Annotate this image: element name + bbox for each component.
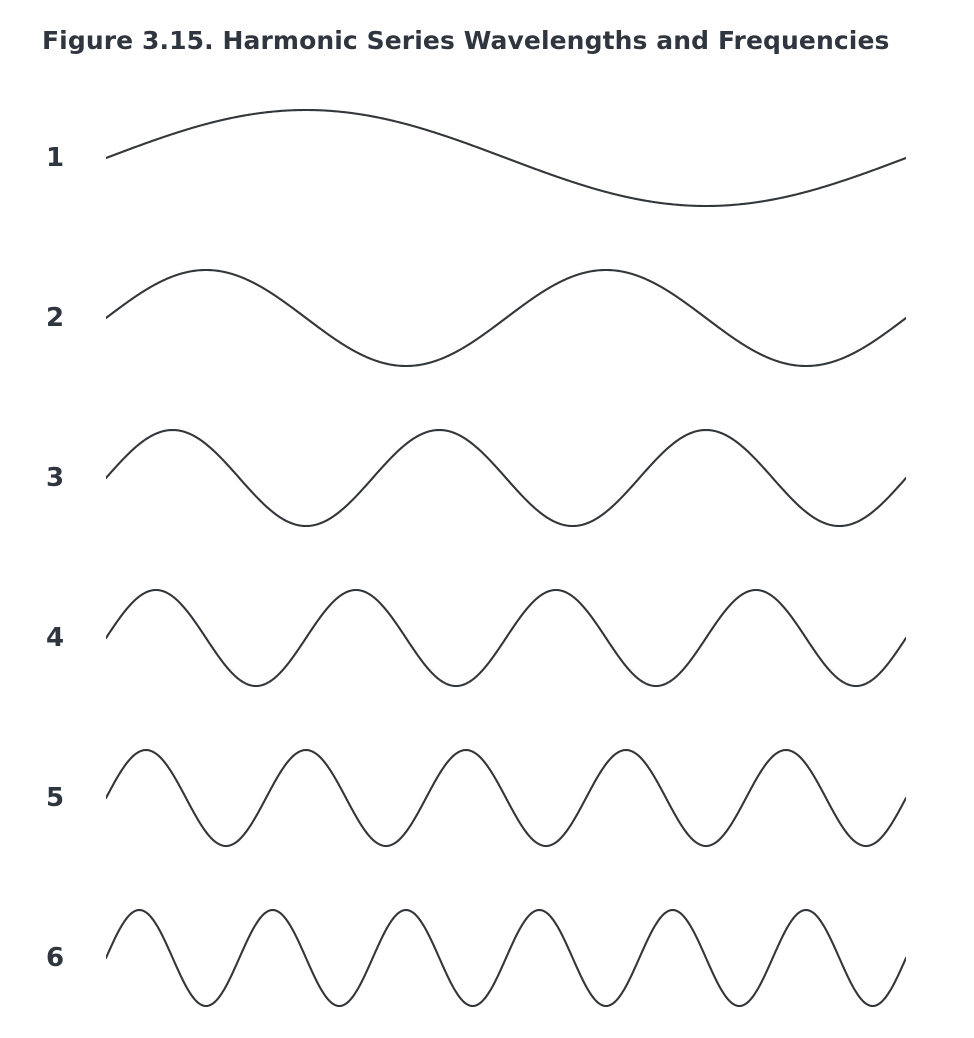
wave-curve-5	[106, 750, 906, 846]
wave-label-6: 6	[45, 943, 65, 973]
wave-plot-harmonic-3	[106, 398, 906, 558]
wave-row	[0, 558, 974, 718]
wave-label-1: 1	[45, 143, 65, 173]
wave-plot-harmonic-5	[106, 718, 906, 878]
wave-stack	[0, 78, 974, 1020]
wave-plot-harmonic-4	[106, 558, 906, 718]
wave-plot-harmonic-2	[106, 238, 906, 398]
wave-curve-6	[106, 910, 906, 1006]
wave-label-5: 5	[45, 783, 65, 813]
wave-row	[0, 238, 974, 398]
wave-plot-harmonic-1	[106, 78, 906, 238]
wave-row	[0, 398, 974, 558]
wave-curve-4	[106, 590, 906, 686]
wave-row	[0, 718, 974, 878]
wave-label-4: 4	[45, 623, 65, 653]
wave-row	[0, 878, 974, 1038]
wave-label-3: 3	[45, 463, 65, 493]
wave-curve-3	[106, 430, 906, 526]
page-title: Figure 3.15. Harmonic Series Wavelengths and Frequencies	[42, 26, 890, 55]
wave-curve-2	[106, 270, 906, 366]
wave-plot-harmonic-6	[106, 878, 906, 1038]
wave-curve-1	[106, 110, 906, 206]
wave-row	[0, 78, 974, 238]
wave-label-2: 2	[45, 303, 65, 333]
